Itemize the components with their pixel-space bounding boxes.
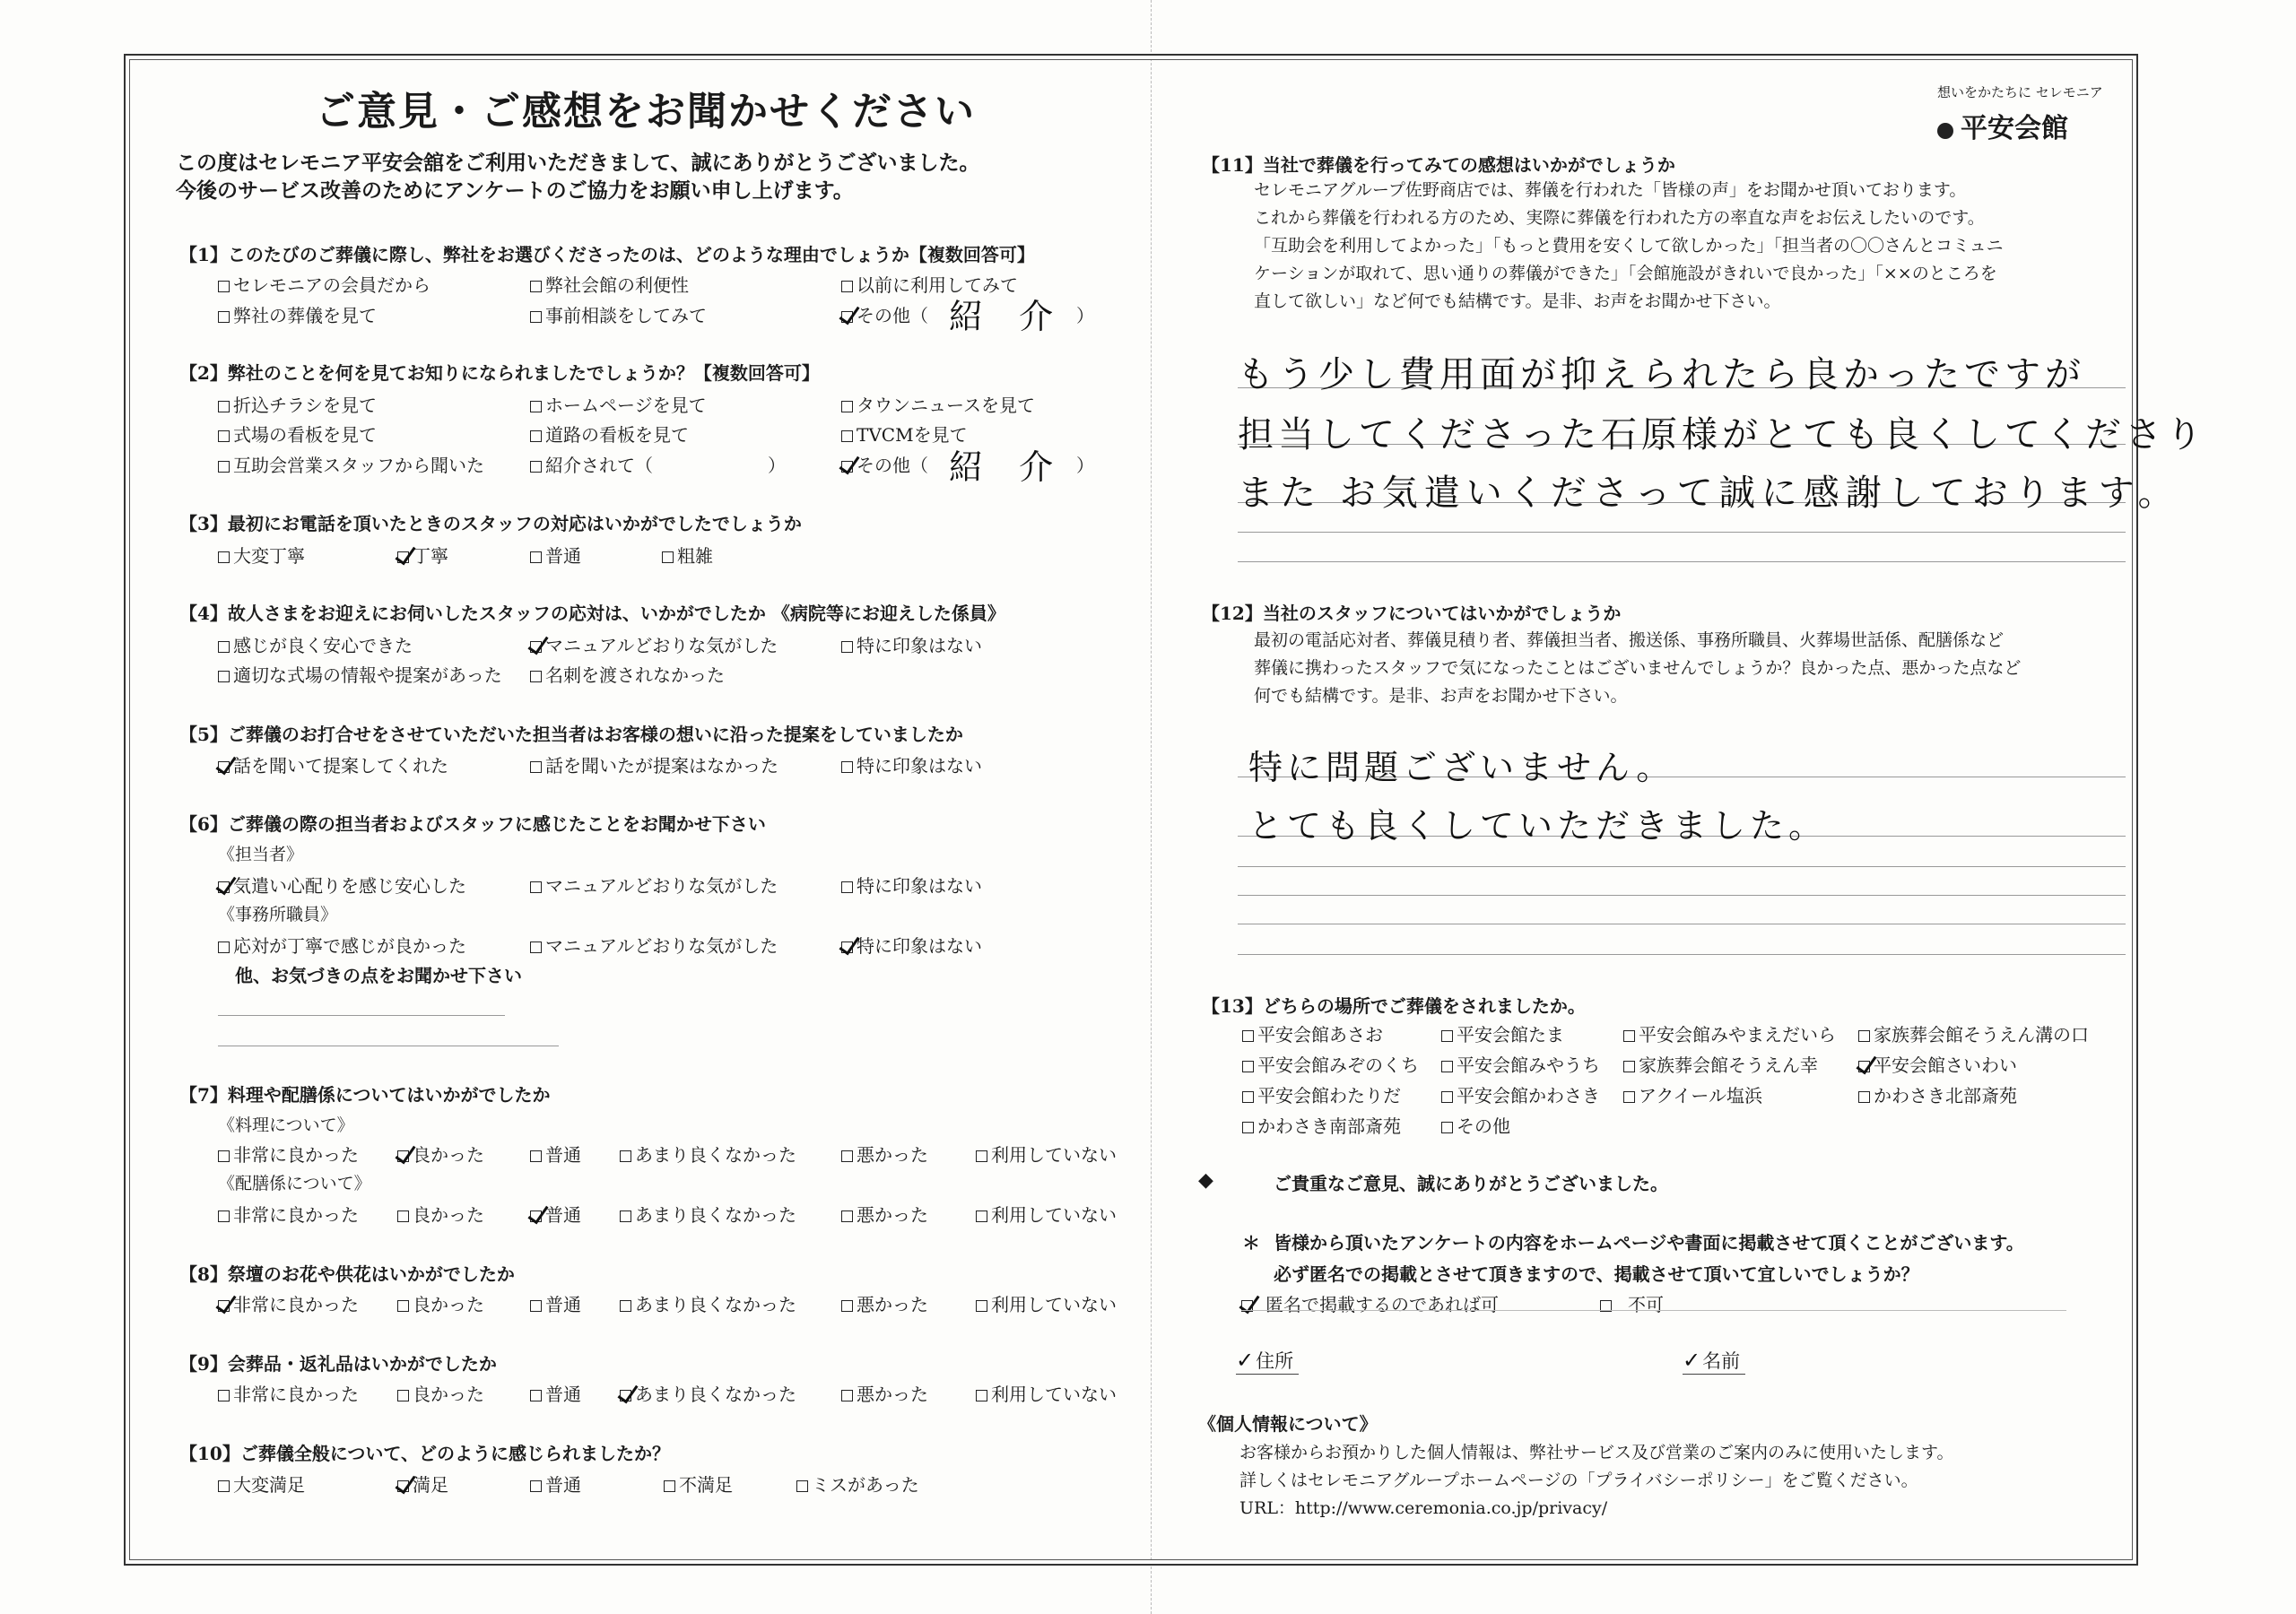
q7-serving-opt-3[interactable]: 普通 — [530, 1201, 581, 1227]
q13-opt-souen-mizonokuchi[interactable]: 家族葬会館そうえん溝の口 — [1858, 1020, 2089, 1046]
checkbox[interactable] — [218, 311, 230, 323]
q13-opt-saiwai[interactable]: 平安会館さいわい — [1858, 1051, 2017, 1077]
address-field[interactable]: ✓住所 — [1236, 1348, 1294, 1373]
q12-answer-1: 特に問題ございません。 — [1248, 748, 1675, 787]
checkbox[interactable] — [530, 881, 542, 893]
q7-serving-opt-2[interactable]: 良かった — [397, 1201, 484, 1227]
checkbox[interactable] — [1858, 1091, 1870, 1103]
q2-opt-venue-sign[interactable]: 式場の看板を見て — [218, 421, 377, 447]
q7-food-opt-6[interactable]: 利用していない — [976, 1141, 1117, 1167]
q8-opt-3[interactable]: 普通 — [530, 1290, 581, 1316]
checkbox[interactable] — [530, 461, 542, 473]
checkbox[interactable] — [530, 551, 542, 563]
page-title: ご意見・ご感想をお聞かせください — [316, 89, 976, 134]
address-underline — [1236, 1374, 1299, 1375]
q7-food-opt-3[interactable]: 普通 — [530, 1141, 581, 1167]
checkbox[interactable] — [841, 281, 853, 292]
checkbox[interactable] — [1242, 1061, 1254, 1072]
publish-line-1: 皆様から頂いたアンケートの内容をホームページや書面に掲載させて頂くことがございます。 — [1274, 1232, 2024, 1254]
q12-line-3[interactable] — [1238, 866, 2126, 867]
checkbox[interactable] — [218, 641, 230, 653]
q6-staff-opt-manual[interactable]: マニュアルどおりな気がした — [530, 872, 778, 898]
q9-opt-4[interactable]: あまり良くなかった — [620, 1380, 796, 1406]
q2-referral-close: ） — [768, 455, 786, 476]
q6-staff-opt-caring[interactable]: 気遣い心配りを感じ安心した — [218, 872, 466, 898]
checkbox-checked[interactable] — [397, 1480, 409, 1492]
q6-other-prompt: 他、お気づきの点をお聞かせ下さい — [235, 965, 522, 986]
q2-opt-tvcm[interactable]: TVCMを見て — [841, 421, 968, 447]
q13-opt-south-saien[interactable]: かわさき南部斎苑 — [1242, 1112, 1401, 1138]
q11-text-3: 「互助会を利用してよかった」「もっと費用を安くして欲しかった」「担当者の〇〇さんとコミュニ — [1254, 236, 2004, 256]
name-mark-icon: ✓ — [1683, 1348, 1701, 1373]
checkbox[interactable] — [530, 281, 542, 292]
q1-opt-consult[interactable]: 事前相談をしてみて — [530, 301, 707, 327]
q6-office-opt-polite[interactable]: 応対が丁寧で感じが良かった — [218, 932, 466, 958]
checkbox[interactable] — [218, 430, 230, 442]
q4-opt-reassuring[interactable]: 感じが良く安心できた — [218, 631, 413, 657]
q4-opt-manual[interactable]: マニュアルどおりな気がした — [530, 631, 778, 657]
checkbox[interactable] — [530, 1390, 542, 1401]
q12-text-3: 何でも結構です。是非、お声をお聞かせ下さい。 — [1254, 686, 1628, 706]
publish-line-2: 必ず匿名での掲載とさせて頂きますので、掲載させて頂いて宜しいでしょうか？ — [1274, 1263, 1919, 1285]
checkbox[interactable] — [530, 311, 542, 323]
q6-other-line-1[interactable] — [218, 1015, 505, 1016]
q7-food-opt-4[interactable]: あまり良くなかった — [620, 1141, 796, 1167]
q6-office-opt-manual[interactable]: マニュアルどおりな気がした — [530, 932, 778, 958]
checkbox[interactable] — [530, 430, 542, 442]
q4-opt-no-impression[interactable]: 特に印象はない — [841, 631, 982, 657]
publish-opt-anonymous-ok[interactable]: 匿名で掲載するのであれば可 — [1241, 1290, 1499, 1316]
q9-opt-2[interactable]: 良かった — [397, 1380, 484, 1406]
checkbox[interactable] — [530, 941, 542, 953]
q7-serving-opt-6[interactable]: 利用していない — [976, 1201, 1117, 1227]
q2-opt-flyer[interactable]: 折込チラシを見て — [218, 391, 377, 417]
q8-opt-4[interactable]: あまり良くなかった — [620, 1290, 796, 1316]
q12-line-4[interactable] — [1238, 895, 2126, 896]
checkbox[interactable] — [841, 1210, 853, 1222]
q8-opt-2[interactable]: 良かった — [397, 1290, 484, 1316]
privacy-url-link[interactable]: URL：http://www.ceremonia.co.jp/privacy/ — [1239, 1498, 1608, 1518]
checkbox-checked[interactable] — [218, 1300, 230, 1312]
q13-opt-souen-saiwai[interactable]: 家族葬会館そうえん幸 — [1623, 1051, 1818, 1077]
checkbox[interactable] — [976, 1390, 987, 1401]
checkbox-checked[interactable] — [218, 761, 230, 773]
checkbox[interactable] — [1623, 1061, 1635, 1072]
q4-opt-no-card[interactable]: 名刺を渡されなかった — [530, 661, 725, 687]
q2-opt-sales-staff[interactable]: 互助会営業スタッフから聞いた — [218, 451, 484, 477]
checkbox[interactable] — [218, 461, 230, 473]
q8-opt-1[interactable]: 非常に良かった — [218, 1290, 359, 1316]
q9-opt-5[interactable]: 悪かった — [841, 1380, 928, 1406]
checkbox-checked[interactable] — [841, 941, 853, 953]
checkbox[interactable] — [218, 1150, 230, 1162]
checkbox[interactable] — [1623, 1091, 1635, 1103]
q12-line-6[interactable] — [1238, 954, 2126, 955]
q5-opt-no-proposal[interactable]: 話を聞いたが提案はなかった — [530, 751, 778, 777]
q13-opt-accueil[interactable]: アクイール塩浜 — [1623, 1081, 1762, 1107]
checkbox[interactable] — [620, 1150, 631, 1162]
checkbox-checked[interactable] — [530, 1210, 542, 1222]
checkbox[interactable] — [530, 1300, 542, 1312]
q1-opt-previous[interactable]: 以前に利用してみて — [841, 271, 1018, 297]
q10-opt-3[interactable]: 普通 — [530, 1471, 581, 1497]
checkbox[interactable] — [218, 671, 230, 682]
name-field[interactable]: ✓名前 — [1683, 1348, 1741, 1373]
q7-sub-food: 《料理について》 — [218, 1115, 354, 1135]
checkbox[interactable] — [976, 1210, 987, 1222]
checkbox[interactable] — [1441, 1091, 1453, 1103]
q5-opt-no-impression[interactable]: 特に印象はない — [841, 751, 982, 777]
checkbox[interactable] — [530, 671, 542, 682]
q2-opt-other[interactable]: その他（ — [841, 451, 928, 477]
q13-opt-north-saien[interactable]: かわさき北部斎苑 — [1858, 1081, 2017, 1107]
q10-opt-4[interactable]: 不満足 — [664, 1471, 733, 1497]
q6-office-opt-no-impression[interactable]: 特に印象はない — [841, 932, 982, 958]
q8-opt-6[interactable]: 利用していない — [976, 1290, 1117, 1316]
publish-opt-not-ok[interactable]: 不可 — [1600, 1290, 1664, 1316]
logo — [1937, 106, 2068, 145]
checkbox[interactable] — [976, 1300, 987, 1312]
q6-staff-opt-no-impression[interactable]: 特に印象はない — [841, 872, 982, 898]
asterisk-icon: ＊ — [1242, 1232, 1260, 1254]
checkbox[interactable] — [218, 551, 230, 563]
checkbox[interactable] — [218, 401, 230, 412]
q1-opt-convenience[interactable]: 弊社会館の利便性 — [530, 271, 689, 297]
q13-opt-mizonokuchi[interactable]: 平安会館みぞのくち — [1242, 1051, 1419, 1077]
q11-line-4[interactable] — [1238, 532, 2126, 533]
q13-label: 【13】どちらの場所でご葬儀をされましたか。 — [1202, 995, 1586, 1017]
checkbox-checked[interactable] — [530, 641, 542, 653]
q2-other-handwritten: 紹 介 — [949, 447, 1066, 487]
q6-sub-office: 《事務所職員》 — [218, 905, 338, 924]
checkbox[interactable] — [841, 881, 853, 893]
q7-sub-serving: 《配膳係について》 — [218, 1174, 371, 1193]
q2-opt-homepage[interactable]: ホームページを見て — [530, 391, 707, 417]
q3-opt-very-polite[interactable]: 大変丁寧 — [218, 542, 305, 568]
checkbox[interactable] — [841, 1390, 853, 1401]
checkbox-checked[interactable] — [1858, 1061, 1870, 1072]
diamond-icon: ◆ — [1198, 1169, 1213, 1192]
checkbox[interactable] — [841, 430, 853, 442]
q1-opt-other[interactable]: その他（ — [841, 301, 928, 327]
logo-mark-icon — [1937, 123, 1953, 139]
q11-text-4: ケーションが取れて、思い通りの葬儀ができた」「会館施設がきれいで良かった」「××のところを — [1254, 264, 1997, 283]
q13-opt-miyamaedaira[interactable]: 平安会館みやまえだいら — [1623, 1020, 1836, 1046]
checkbox[interactable] — [397, 1300, 409, 1312]
privacy-heading: 《個人情報について》 — [1198, 1413, 1378, 1435]
q9-opt-6[interactable]: 利用していない — [976, 1380, 1117, 1406]
q7-food-opt-5[interactable]: 悪かった — [841, 1141, 928, 1167]
q10-opt-2[interactable]: 満足 — [397, 1471, 448, 1497]
checkbox[interactable] — [1441, 1061, 1453, 1072]
checkbox[interactable] — [1441, 1030, 1453, 1042]
q7-food-opt-1[interactable]: 非常に良かった — [218, 1141, 359, 1167]
q1-other-close: ） — [1076, 305, 1094, 326]
checkbox[interactable] — [530, 1480, 542, 1492]
checkbox[interactable] — [218, 281, 230, 292]
checkbox[interactable] — [664, 1480, 675, 1492]
q11-text-5: 直して欲しい」など何でも結構です。是非、お声をお聞かせ下さい。 — [1254, 291, 1781, 311]
logo-tagline: 想いをかたちに セレモニア — [1937, 84, 2103, 100]
name-underline — [1683, 1374, 1745, 1375]
q5-label: 【5】ご葬儀のお打合せをさせていただいた担当者はお客様の想いに沿った提案をしていましたか — [179, 724, 963, 745]
q1-other-handwritten: 紹 介 — [949, 297, 1066, 336]
q7-serving-opt-1[interactable]: 非常に良かった — [218, 1201, 359, 1227]
q7-label: 【7】料理や配膳係についてはいかがでしたか — [179, 1084, 551, 1106]
checkbox[interactable] — [397, 1210, 409, 1222]
checkbox[interactable] — [218, 941, 230, 953]
checkbox[interactable] — [1858, 1030, 1870, 1042]
q4-opt-appropriate-info[interactable]: 適切な式場の情報や提案があった — [218, 661, 502, 687]
privacy-line-2: 詳しくはセレモニアグループホームページの「プライバシーポリシー」をご覧ください。 — [1239, 1471, 1918, 1490]
q8-opt-5[interactable]: 悪かった — [841, 1290, 928, 1316]
q11-answer-2: 担当してくださった石原様がとても良くしてくださり — [1238, 414, 2206, 456]
checkbox[interactable] — [662, 551, 674, 563]
q6-label: 【6】ご葬儀の際の担当者およびスタッフに感じたことをお聞かせ下さい — [179, 813, 766, 835]
q11-answer-3: また お気遣いくださって誠に感謝しております。 — [1238, 473, 2180, 514]
intro-line-2: 今後のサービス改善のためにアンケートのご協力をお願い申し上げます。 — [176, 178, 854, 203]
checkbox-checked[interactable] — [397, 551, 409, 563]
checkbox[interactable] — [218, 1210, 230, 1222]
q12-text-1: 最初の電話応対者、葬儀見積り者、葬儀担当者、搬送係、事務所職員、火葬場世話係、配膳係など — [1254, 630, 2005, 650]
checkbox[interactable] — [841, 1150, 853, 1162]
q3-opt-normal[interactable]: 普通 — [530, 542, 581, 568]
checkbox[interactable] — [841, 761, 853, 773]
checkbox[interactable] — [1242, 1091, 1254, 1103]
q12-text-2: 葬儀に携わったスタッフで気になったことはございませんでしょうか？良かった点、悪かった点など — [1254, 658, 2022, 678]
q2-other-close: ） — [1076, 455, 1094, 476]
thanks-message: ご貴重なご意見、誠にありがとうございました。 — [1274, 1173, 1668, 1194]
checkbox[interactable] — [841, 401, 853, 412]
q13-opt-kawasaki[interactable]: 平安会館かわさき — [1441, 1081, 1600, 1107]
q3-opt-polite[interactable]: 丁寧 — [397, 542, 448, 568]
checkbox[interactable] — [218, 1480, 230, 1492]
q13-opt-other[interactable]: その他 — [1441, 1112, 1510, 1138]
q11-line-5[interactable] — [1238, 561, 2126, 562]
checkbox[interactable] — [841, 641, 853, 653]
q3-label: 【3】最初にお電話を頂いたときのスタッフの対応はいかがでしたでしょうか — [179, 513, 802, 534]
q2-opt-road-sign[interactable]: 道路の看板を見て — [530, 421, 689, 447]
privacy-line-1: お客様からお預かりした個人情報は、弊社サービス及び営業のご案内のみに使用いたします。 — [1239, 1443, 1954, 1462]
q12-answer-2: とても良くしていただきました。 — [1248, 806, 1828, 846]
checkbox-checked[interactable] — [620, 1390, 631, 1401]
checkbox[interactable] — [1242, 1030, 1254, 1042]
q2-opt-referral[interactable]: 紹介されて（ — [530, 451, 653, 477]
q2-opt-townnews[interactable]: タウンニュースを見て — [841, 391, 1035, 417]
checkbox[interactable] — [1441, 1122, 1453, 1133]
q10-opt-1[interactable]: 大変満足 — [218, 1471, 305, 1497]
logo-name: 平安会館 — [1961, 113, 2068, 144]
q13-opt-wataruda[interactable]: 平安会館わたりだ — [1242, 1081, 1401, 1107]
q7-food-opt-2[interactable]: 良かった — [397, 1141, 484, 1167]
publish-line — [1241, 1310, 2066, 1311]
q9-opt-3[interactable]: 普通 — [530, 1380, 581, 1406]
q13-opt-tama[interactable]: 平安会館たま — [1441, 1020, 1564, 1046]
q11-answer-1: もう少し費用面が抑えられたら良かったですが — [1238, 354, 2085, 395]
q7-serving-opt-4[interactable]: あまり良くなかった — [620, 1201, 796, 1227]
q8-label: 【8】祭壇のお花や供花はいかがでしたか — [179, 1263, 515, 1285]
q2-label: 【2】弊社のことを何を見てお知りになられましたでしょうか？【複数回答可】 — [179, 362, 820, 384]
checkbox-checked[interactable] — [397, 1150, 409, 1162]
checkbox[interactable] — [1242, 1122, 1254, 1133]
address-mark-icon: ✓ — [1236, 1348, 1255, 1373]
q11-label: 【11】当社で葬儀を行ってみての感想はいかがでしょうか — [1202, 154, 1675, 176]
q9-label: 【9】会葬品・返礼品はいかがでしたか — [179, 1353, 497, 1375]
checkbox[interactable] — [530, 1150, 542, 1162]
q10-label: 【10】ご葬儀全般について、どのように感じられましたか？ — [179, 1443, 671, 1464]
checkbox[interactable] — [397, 1390, 409, 1401]
q6-sub-staff: 《担当者》 — [218, 845, 304, 864]
q4-label: 【4】故人さまをお迎えにお伺いしたスタッフの応対は、いかがでしたか 《病院等にお迎えした係員》 — [179, 603, 1005, 624]
checkbox-checked[interactable] — [841, 311, 853, 323]
q12-label: 【12】当社のスタッフについてはいかがでしょうか — [1202, 603, 1622, 624]
q5-opt-proposed[interactable]: 話を聞いて提案してくれた — [218, 751, 448, 777]
q1-opt-member[interactable]: セレモニアの会員だから — [218, 271, 430, 297]
q9-opt-1[interactable]: 非常に良かった — [218, 1380, 359, 1406]
checkbox[interactable] — [976, 1150, 987, 1162]
q10-opt-5[interactable]: ミスがあった — [796, 1471, 919, 1497]
checkbox[interactable] — [218, 1390, 230, 1401]
q1-opt-saw-funeral[interactable]: 弊社の葬儀を見て — [218, 301, 377, 327]
q11-text-2: これから葬儀を行われる方のため、実際に葬儀を行われた方の率直な声をお伝えしたいのです。 — [1254, 208, 1985, 228]
q1-label: 【1】このたびのご葬儀に際し、弊社をお選びくださったのは、どのような理由でしょうか【複数回答可】 — [179, 244, 1035, 265]
checkbox[interactable] — [620, 1210, 631, 1222]
intro-line-1: この度はセレモニア平安会舘をご利用いただきまして、誠にありがとうございました。 — [176, 151, 980, 175]
checkbox[interactable] — [620, 1300, 631, 1312]
checkbox[interactable] — [796, 1480, 808, 1492]
checkbox[interactable] — [530, 401, 542, 412]
q7-serving-opt-5[interactable]: 悪かった — [841, 1201, 928, 1227]
checkbox[interactable] — [1623, 1030, 1635, 1042]
checkbox-checked[interactable] — [218, 881, 230, 893]
q11-text-1: セレモニアグループ佐野商店では、葬儀を行われた「皆様の声」をお聞かせ頂いております。 — [1254, 180, 1967, 200]
q3-opt-rough[interactable]: 粗雑 — [662, 542, 713, 568]
checkbox[interactable] — [841, 1300, 853, 1312]
q13-opt-miyauchi[interactable]: 平安会館みやうち — [1441, 1051, 1600, 1077]
q13-opt-asao[interactable]: 平安会館あさお — [1242, 1020, 1383, 1046]
checkbox[interactable] — [530, 761, 542, 773]
checkbox-checked[interactable] — [841, 461, 853, 473]
